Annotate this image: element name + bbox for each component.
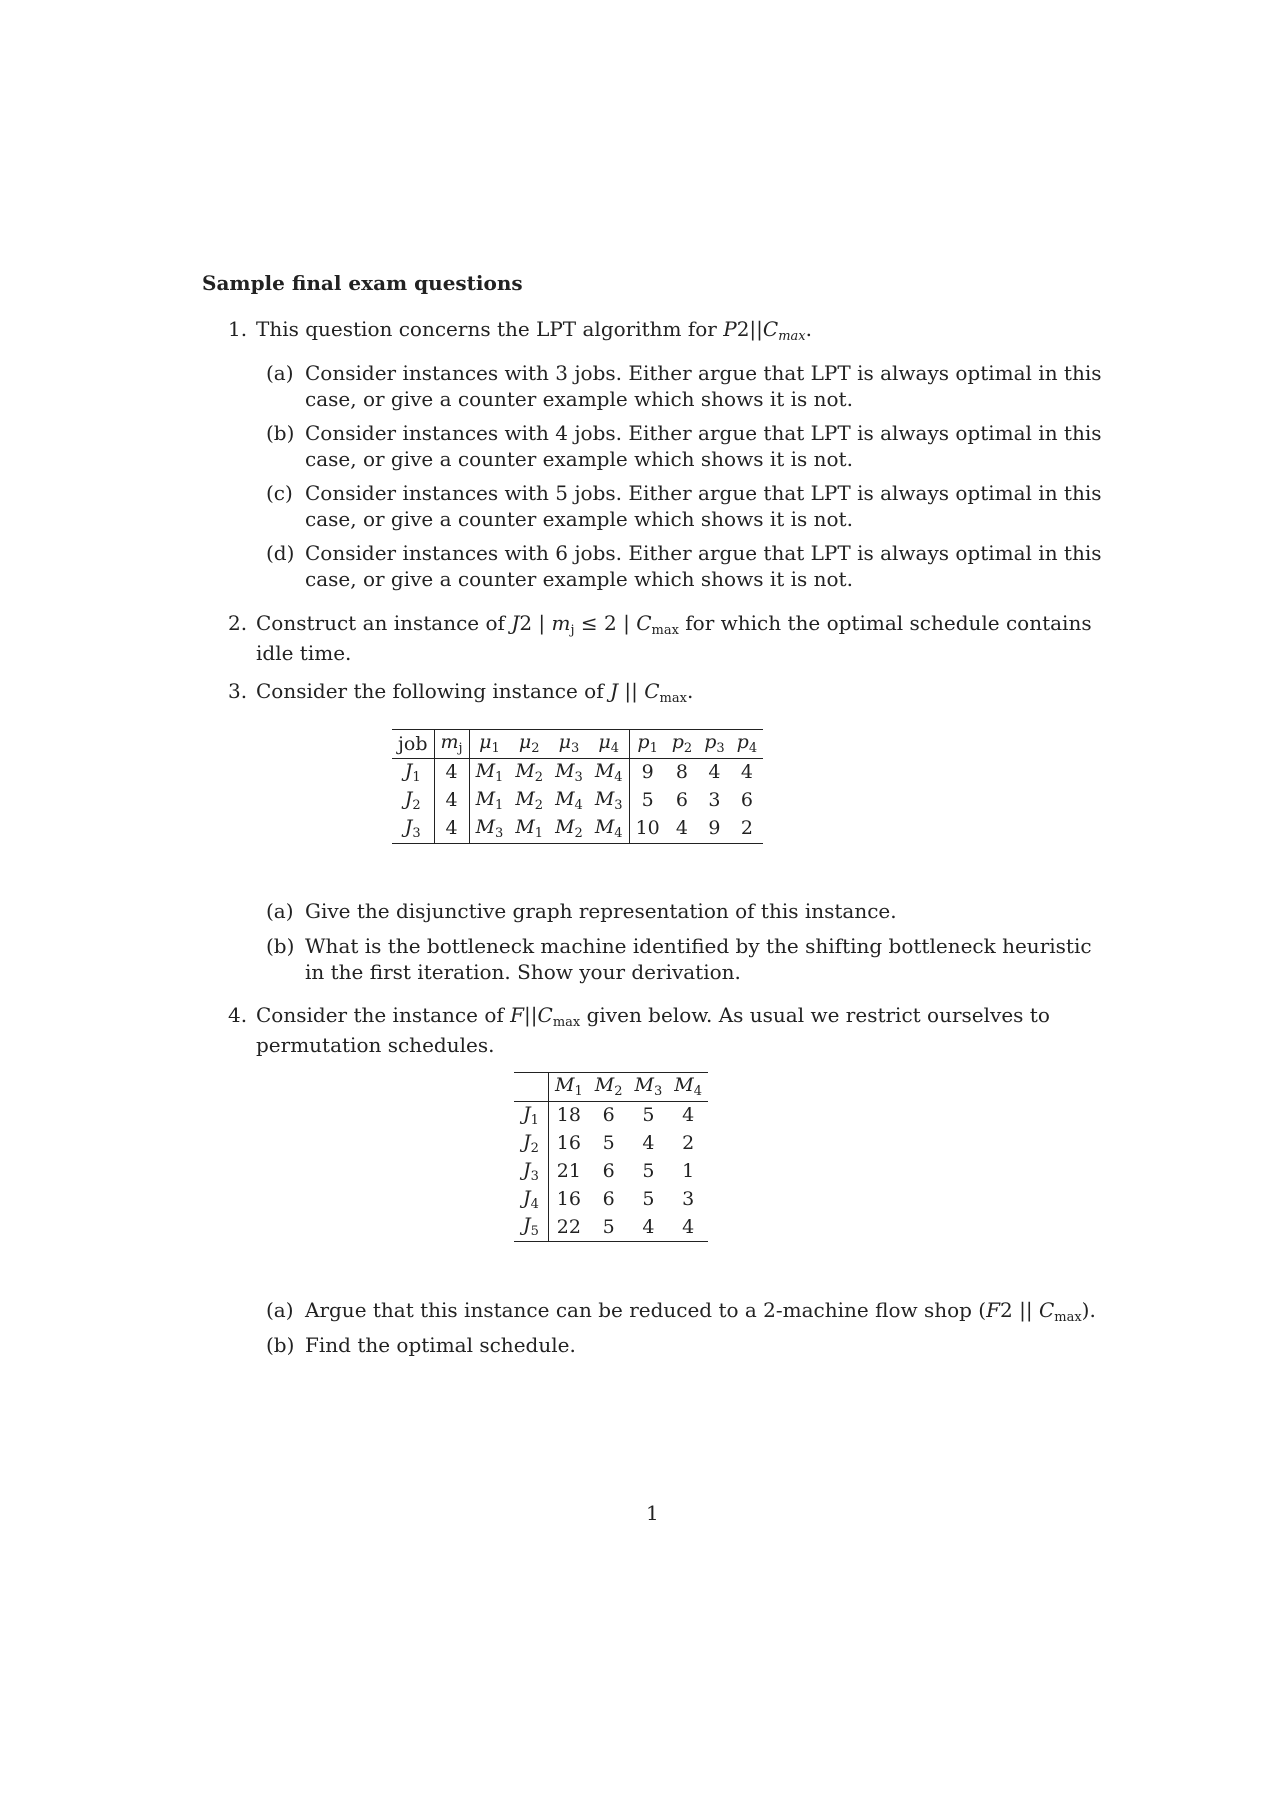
question-number: 1. [228,317,248,341]
section-heading: Sample final exam questions [202,271,523,295]
table-row: $J_2$ 16 5 4 2 [523,1130,695,1156]
question-3b [266,933,1106,985]
page-number: 1 [646,1501,659,1525]
part-text: Consider instances with 5 jobs. Either argue that LPT is always optimal in this case, or give a counter example which shows it is not. [305,481,1102,531]
math-expression: $F||C_{max}$ [510,1003,581,1030]
question-3 [228,678,1108,708]
table-row: $J_3$ 4 $M_3$ $M_1$ $M_2$ $M_4$ 10 4 9 2 [392,815,763,843]
part-text: Consider instances with 4 jobs. Either argue that LPT is always optimal in this case, or give a counter example which shows it is not. [305,421,1102,471]
question-1c [266,480,1106,532]
question-text: This question concerns the LPT algorithm for $P2||C_{max}$. [256,317,812,344]
table-row: $J_3$ 21 6 5 1 [523,1158,695,1184]
math-expression: F2 || $C_{max}$ [986,1298,1082,1325]
math-expression: J2 | $m_j \le 2$ | $C_{max}$ [511,611,679,638]
part-label: (b) [266,934,295,958]
question-4a [266,1297,1106,1327]
part-label: (a) [266,361,294,385]
table-header-row: job $m_j$ $\mu_1$ $\mu_2$ $\mu_3$ $\mu_4$ $p_1$ $p_2$ $p_3$ $p_4$ [392,730,763,759]
question-1d [266,540,1106,592]
table-row: $J_1$ 18 6 5 4 [523,1102,695,1128]
question-1a [266,360,1106,412]
part-text: Argue that this instance can be reduced to a 2-machine flow shop (F2 || $C_{max}$). [305,1298,1096,1325]
table-row: $J_5$ 22 5 4 4 [514,1213,708,1241]
question-text: Consider the following instance of J || $C_{max}$. [256,679,694,706]
flow-shop-table [514,1072,708,1242]
part-label: (b) [266,421,295,445]
part-text: What is the bottleneck machine identified by the shifting bottleneck heuristic in the first iteration. Show your derivation. [305,934,1092,984]
part-text: Find the optimal schedule. [305,1333,576,1357]
question-4b [266,1332,1106,1358]
part-label: (a) [266,1298,294,1322]
part-text: Consider instances with 6 jobs. Either argue that LPT is always optimal in this case, or give a counter example which shows it is not. [305,541,1102,591]
question-number: 2. [228,611,248,635]
table-row: $J_4$ 16 6 5 3 [523,1186,695,1212]
table-row: $J_1$ 4 $M_1$ $M_2$ $M_3$ $M_4$ 9 8 4 4 [404,759,753,785]
part-label: (b) [266,1333,295,1357]
part-text: Consider instances with 3 jobs. Either argue that LPT is always optimal in this case, or give a counter example which shows it is not. [305,361,1102,411]
question-4 [228,1002,1108,1058]
part-label: (a) [266,899,294,923]
question-text: Construct an instance of J2 | $m_j \le 2$ | $C_{max}$ for which the optimal schedule contains idle time. [256,611,1092,665]
part-label: (d) [266,541,295,565]
question-3a [266,898,1106,924]
question-2 [228,610,1108,666]
job-shop-table [392,729,763,844]
table-row: $J_2$ 4 $M_1$ $M_2$ $M_4$ $M_3$ 5 6 3 6 [404,787,753,813]
question-1 [228,316,1108,346]
question-1b [266,420,1106,472]
part-label: (c) [266,481,293,505]
question-text: Consider the instance of $F||C_{max}$ given below. As usual we restrict ourselves to permutation schedules. [256,1003,1050,1057]
question-number: 3. [228,679,248,703]
question-number: 4. [228,1003,248,1027]
math-expression: $P2||C_{max}$ [723,317,806,344]
math-expression: J || $C_{max}$ [609,679,687,706]
table-header-row: $M_1$ $M_2$ $M_3$ $M_4$ [514,1073,708,1102]
part-text: Give the disjunctive graph representation of this instance. [305,899,897,923]
